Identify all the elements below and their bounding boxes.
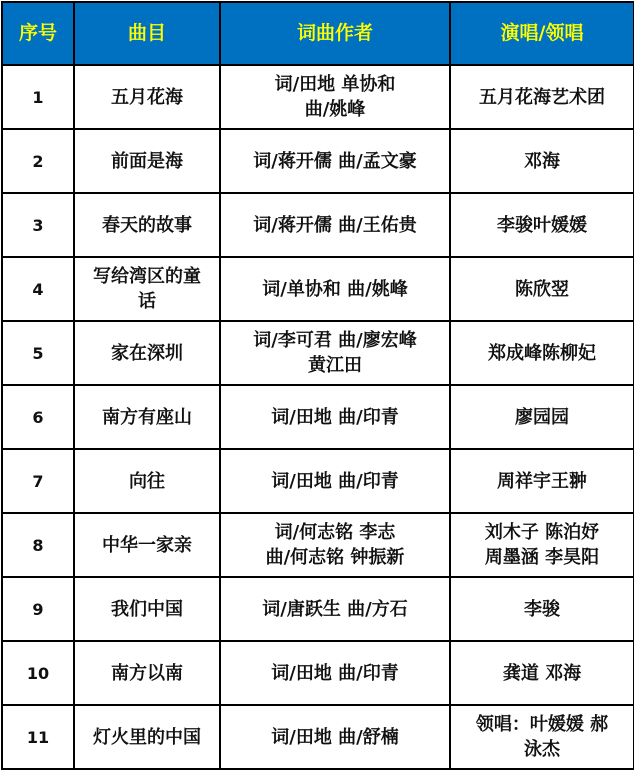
song-singers-line: 刘木子 陈泊妤	[484, 522, 600, 543]
song-authors	[220, 65, 450, 129]
song-authors-line: 词/田地 曲/印青	[271, 406, 399, 428]
song-authors-line: 词/田地 单协和	[274, 74, 396, 95]
song-title	[74, 193, 220, 257]
table-row	[2, 641, 634, 705]
song-authors	[220, 705, 450, 769]
table-row	[2, 449, 634, 513]
song-singers-line: 周祥宇王翀	[497, 470, 587, 492]
song-authors	[220, 641, 450, 705]
table-row	[2, 129, 634, 193]
song-authors	[220, 449, 450, 513]
table-row	[2, 321, 634, 385]
song-title-line: 南方有座山	[102, 406, 192, 428]
row-index: 3	[2, 193, 74, 257]
row-index: 1	[2, 65, 74, 129]
song-singers	[450, 257, 634, 321]
song-title	[74, 577, 220, 641]
song-title-line: 五月花海	[111, 86, 183, 108]
song-title	[74, 257, 220, 321]
song-authors-line: 曲/姚峰	[304, 99, 366, 120]
song-title	[74, 129, 220, 193]
song-singers	[450, 65, 634, 129]
song-title-line: 中华一家亲	[102, 534, 192, 556]
song-authors-line: 词/唐跃生 曲/方石	[262, 598, 408, 620]
header-title: 曲目	[74, 2, 220, 65]
table-row	[2, 577, 634, 641]
table-row	[2, 65, 634, 129]
table-row	[2, 193, 634, 257]
song-authors-line: 曲/何志铭 钟振新	[265, 547, 405, 568]
song-title	[74, 513, 220, 577]
song-singers-line: 龚道 邓海	[502, 662, 582, 684]
row-index: 2	[2, 129, 74, 193]
song-title	[74, 641, 220, 705]
song-singers	[450, 321, 634, 385]
row-index: 5	[2, 321, 74, 385]
song-authors	[220, 257, 450, 321]
song-authors	[220, 129, 450, 193]
table-body	[2, 65, 634, 769]
song-title	[74, 449, 220, 513]
song-singers	[450, 449, 634, 513]
song-title-line: 春天的故事	[102, 214, 192, 236]
table-row	[2, 257, 634, 321]
row-index: 7	[2, 449, 74, 513]
header-singers: 演唱/领唱	[450, 2, 634, 65]
song-authors-line: 词/田地 曲/舒楠	[271, 726, 399, 748]
song-authors	[220, 577, 450, 641]
song-authors	[220, 193, 450, 257]
song-authors	[220, 321, 450, 385]
song-singers-line: 廖园园	[515, 406, 569, 428]
song-title-line: 前面是海	[111, 150, 183, 172]
song-singers	[450, 129, 634, 193]
table-row	[2, 513, 634, 577]
song-authors-line: 词/何志铭 李志	[274, 522, 396, 543]
song-title-line: 家在深圳	[111, 342, 183, 364]
song-singers-line: 邓海	[524, 150, 560, 172]
song-authors-line: 黄江田	[308, 355, 362, 376]
song-authors-line: 词/李可君 曲/廖宏峰	[253, 330, 417, 351]
table-row	[2, 705, 634, 769]
header-row	[2, 2, 634, 65]
table-row	[2, 385, 634, 449]
song-authors-line: 词/单协和 曲/姚峰	[262, 278, 408, 300]
song-authors	[220, 385, 450, 449]
song-singers-line: 五月花海艺术团	[479, 86, 605, 108]
program-table	[1, 1, 634, 770]
song-title-line: 我们中国	[111, 598, 183, 620]
song-singers	[450, 193, 634, 257]
song-authors-line: 词/田地 曲/印青	[271, 470, 399, 492]
song-title-line: 灯火里的中国	[93, 726, 201, 748]
song-authors-line: 词/田地 曲/印青	[271, 662, 399, 684]
song-singers-line: 陈欣翌	[515, 278, 569, 300]
song-singers-line: 李骏叶媛媛	[497, 214, 587, 236]
song-title	[74, 321, 220, 385]
song-title	[74, 65, 220, 129]
song-authors-line: 词/蒋开儒 曲/孟文豪	[253, 150, 417, 172]
header-index: 序号	[2, 2, 74, 65]
row-index: 10	[2, 641, 74, 705]
song-singers-line: 泳杰	[524, 739, 560, 760]
song-singers	[450, 577, 634, 641]
song-singers-line: 周墨涵 李昊阳	[484, 547, 600, 568]
song-title-line: 南方以南	[111, 662, 183, 684]
song-singers	[450, 385, 634, 449]
song-title-line: 话	[138, 291, 156, 312]
row-index: 6	[2, 385, 74, 449]
song-title-line: 向往	[129, 470, 165, 492]
song-singers-line: 郑成峰陈柳妃	[488, 342, 596, 364]
song-authors	[220, 513, 450, 577]
song-singers	[450, 705, 634, 769]
song-authors-line: 词/蒋开儒 曲/王佑贵	[253, 214, 417, 236]
song-title	[74, 705, 220, 769]
row-index: 11	[2, 705, 74, 769]
song-title	[74, 385, 220, 449]
row-index: 8	[2, 513, 74, 577]
song-title-line: 写给湾区的童	[93, 266, 201, 287]
row-index: 9	[2, 577, 74, 641]
song-singers-line: 李骏	[524, 598, 560, 620]
header-authors: 词曲作者	[220, 2, 450, 65]
song-singers	[450, 641, 634, 705]
song-singers-line: 领唱：叶媛媛 郝	[475, 714, 609, 735]
song-singers	[450, 513, 634, 577]
row-index: 4	[2, 257, 74, 321]
